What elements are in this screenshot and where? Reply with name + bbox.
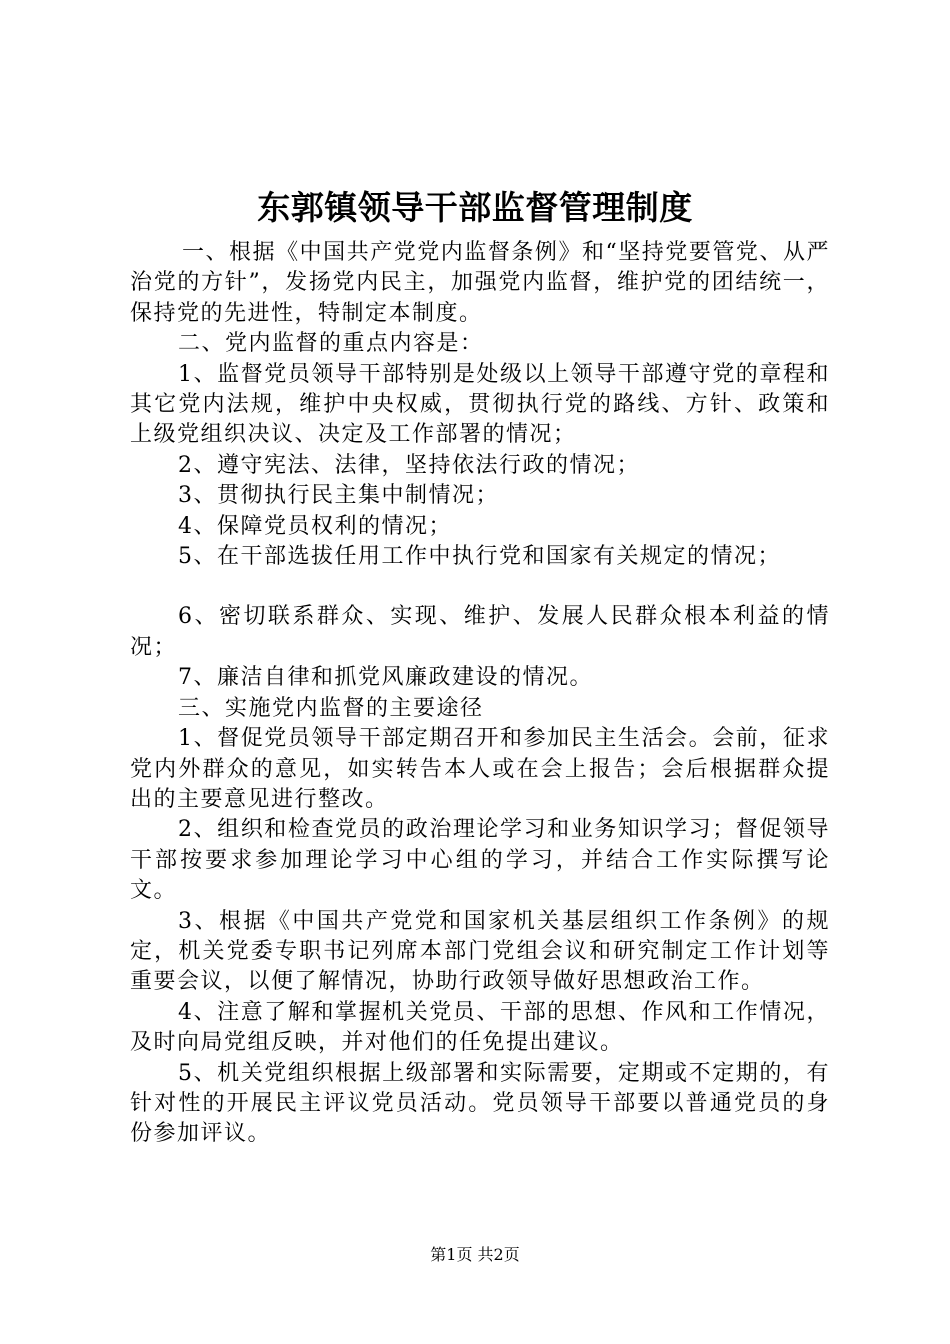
paragraph-15: 5、机关党组织根据上级部署和实际需要，定期或不定期的，有针对性的开展民主评议党员活动。党员领导干部要以普通党员的身份参加评议。 — [130, 1060, 830, 1147]
paragraph-8: 6、密切联系群众、实现、维护、发展人民群众根本利益的情况； — [130, 604, 830, 660]
document-title: 东郭镇领导干部监督管理制度 — [257, 188, 693, 227]
paragraph-14: 4、注意了解和掌握机关党员、干部的思想、作风和工作情况，及时向局党组反映，并对他们的任免提出建议。 — [130, 999, 830, 1056]
page-number: 第1页 共2页 — [430, 1245, 520, 1264]
paragraph-10: 三、实施党内监督的主要途径 — [178, 695, 484, 721]
paragraph-7: 5、在干部选拔任用工作中执行党和国家有关规定的情况； — [178, 544, 781, 570]
paragraph-2: 二、党内监督的重点内容是： — [178, 331, 484, 357]
paragraph-9: 7、廉洁自律和抓党风廉政建设的情况。 — [178, 665, 593, 691]
paragraph-1: 一、根据《中国共产党党内监督条例》和“坚持党要管党、从严治党的方针”，发扬党内民主，加强党内监督，维护党的团结统一，保持党的先进性，特制定本制度。 — [130, 240, 830, 326]
paragraph-3: 1、监督党员领导干部特别是处级以上领导干部遵守党的章程和其它党内法规，维护中央权威，贯彻执行党的路线、方针、政策和上级党组织决议、决定及工作部署的情况； — [130, 361, 830, 448]
paragraph-13: 3、根据《中国共产党党和国家机关基层组织工作条例》的规定，机关党委专职书记列席本部门党组会议和研究制定工作计划等重要会议，以便了解情况，协助行政领导做好思想政治工作。 — [130, 908, 830, 995]
document-body — [130, 238, 830, 1150]
paragraph-5: 3、贯彻执行民主集中制情况； — [178, 483, 499, 509]
paragraph-6: 4、保障党员权利的情况； — [178, 513, 452, 539]
paragraph-4: 2、遵守宪法、法律，坚持依法行政的情况； — [178, 452, 640, 478]
blank-line — [130, 572, 830, 602]
paragraph-12: 2、组织和检查党员的政治理论学习和业务知识学习；督促领导干部按要求参加理论学习中心组的学习，并结合工作实际撰写论文。 — [130, 817, 830, 904]
paragraph-11: 1、督促党员领导干部定期召开和参加民主生活会。会前，征求党内外群众的意见，如实转告本人或在会上报告；会后根据群众提出的主要意见进行整改。 — [130, 726, 830, 812]
